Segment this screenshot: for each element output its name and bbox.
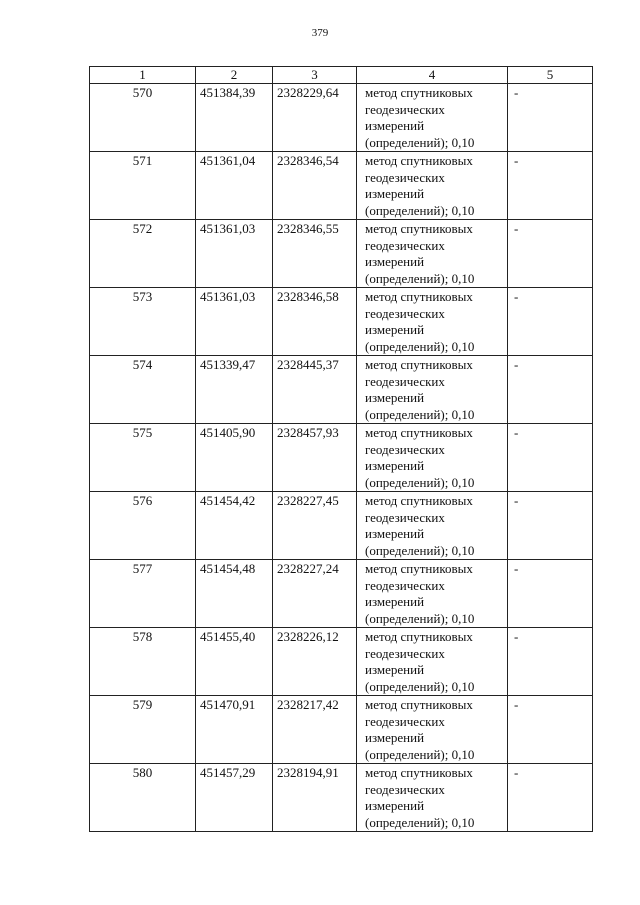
- method-line: геодезических: [365, 101, 445, 117]
- method-cell: [357, 560, 508, 628]
- method-line: измерений: [365, 662, 425, 677]
- method-line: метод спутниковых: [365, 153, 473, 168]
- method-line: метод спутниковых: [365, 289, 473, 304]
- method-line: метод спутниковых: [365, 629, 473, 644]
- note-cell: -: [508, 696, 593, 764]
- method-line: метод спутниковых: [365, 561, 473, 576]
- table-row: [90, 424, 593, 492]
- method-line: (определений); 0,10: [365, 610, 475, 626]
- method-cell: [357, 424, 508, 492]
- method-line: измерений: [365, 186, 425, 201]
- method-line: (определений); 0,10: [365, 814, 475, 830]
- coord-y-cell: 2328229,64: [273, 84, 357, 152]
- method-cell: [357, 356, 508, 424]
- method-line: метод спутниковых: [365, 697, 473, 712]
- coord-y-cell: 2328346,55: [273, 220, 357, 288]
- method-line: (определений); 0,10: [365, 270, 475, 286]
- method-line: (определений); 0,10: [365, 134, 475, 150]
- method-line: (определений); 0,10: [365, 338, 475, 354]
- page-number: 379: [311, 27, 329, 39]
- table-header-row: [90, 67, 593, 84]
- coord-y-cell: 2328457,93: [273, 424, 357, 492]
- point-number-cell: 576: [90, 492, 196, 560]
- method-line: метод спутниковых: [365, 765, 473, 780]
- method-line: метод спутниковых: [365, 221, 473, 236]
- coord-x-cell: 451470,91: [196, 696, 273, 764]
- point-number-cell: 577: [90, 560, 196, 628]
- point-number-cell: 573: [90, 288, 196, 356]
- method-line: измерений: [365, 390, 425, 405]
- point-number-cell: 571: [90, 152, 196, 220]
- coord-x-cell: 451339,47: [196, 356, 273, 424]
- coord-x-cell: 451405,90: [196, 424, 273, 492]
- method-line: геодезических: [365, 441, 445, 457]
- method-line: метод спутниковых: [365, 493, 473, 508]
- coord-y-cell: 2328445,37: [273, 356, 357, 424]
- method-line: измерений: [365, 730, 425, 745]
- header-col-3: 3: [273, 67, 357, 84]
- point-number-cell: 574: [90, 356, 196, 424]
- point-number-cell: 572: [90, 220, 196, 288]
- method-line: измерений: [365, 322, 425, 337]
- method-line: геодезических: [365, 169, 445, 185]
- coord-y-cell: 2328227,24: [273, 560, 357, 628]
- note-cell: -: [508, 492, 593, 560]
- method-line: геодезических: [365, 237, 445, 253]
- note-cell: -: [508, 628, 593, 696]
- table-row: [90, 84, 593, 152]
- table-row: [90, 356, 593, 424]
- method-cell: [357, 288, 508, 356]
- point-number-cell: 580: [90, 764, 196, 832]
- method-line: (определений); 0,10: [365, 542, 475, 558]
- method-line: геодезических: [365, 645, 445, 661]
- method-line: метод спутниковых: [365, 85, 473, 100]
- method-line: (определений); 0,10: [365, 678, 475, 694]
- table-row: [90, 764, 593, 832]
- note-cell: -: [508, 152, 593, 220]
- header-col-1: 1: [90, 67, 196, 84]
- header-col-2: 2: [196, 67, 273, 84]
- method-line: геодезических: [365, 577, 445, 593]
- coord-y-cell: 2328227,45: [273, 492, 357, 560]
- coordinates-table: [89, 66, 593, 832]
- method-cell: [357, 84, 508, 152]
- method-line: (определений); 0,10: [365, 746, 475, 762]
- note-cell: -: [508, 764, 593, 832]
- table-row: [90, 560, 593, 628]
- method-line: геодезических: [365, 713, 445, 729]
- method-line: метод спутниковых: [365, 357, 473, 372]
- method-line: геодезических: [365, 509, 445, 525]
- table-row: [90, 492, 593, 560]
- coord-x-cell: 451384,39: [196, 84, 273, 152]
- method-line: геодезических: [365, 781, 445, 797]
- method-cell: [357, 492, 508, 560]
- method-line: (определений); 0,10: [365, 202, 475, 218]
- table-row: [90, 696, 593, 764]
- method-line: измерений: [365, 526, 425, 541]
- coord-y-cell: 2328194,91: [273, 764, 357, 832]
- method-line: измерений: [365, 458, 425, 473]
- method-line: измерений: [365, 254, 425, 269]
- method-line: геодезических: [365, 305, 445, 321]
- note-cell: -: [508, 356, 593, 424]
- note-cell: -: [508, 560, 593, 628]
- coord-x-cell: 451455,40: [196, 628, 273, 696]
- coord-y-cell: 2328346,54: [273, 152, 357, 220]
- table-row: [90, 220, 593, 288]
- point-number-cell: 570: [90, 84, 196, 152]
- method-line: измерений: [365, 118, 425, 133]
- coord-x-cell: 451361,03: [196, 288, 273, 356]
- point-number-cell: 578: [90, 628, 196, 696]
- method-cell: [357, 220, 508, 288]
- point-number-cell: 579: [90, 696, 196, 764]
- method-cell: [357, 696, 508, 764]
- table-row: [90, 152, 593, 220]
- coord-y-cell: 2328346,58: [273, 288, 357, 356]
- point-number-cell: 575: [90, 424, 196, 492]
- coord-y-cell: 2328226,12: [273, 628, 357, 696]
- table-row: [90, 628, 593, 696]
- note-cell: -: [508, 220, 593, 288]
- table-body: [90, 84, 593, 832]
- header-col-4: 4: [357, 67, 508, 84]
- coord-x-cell: 451454,42: [196, 492, 273, 560]
- coord-y-cell: 2328217,42: [273, 696, 357, 764]
- note-cell: -: [508, 84, 593, 152]
- table-row: [90, 288, 593, 356]
- coord-x-cell: 451361,04: [196, 152, 273, 220]
- method-cell: [357, 152, 508, 220]
- method-line: измерений: [365, 594, 425, 609]
- method-line: метод спутниковых: [365, 425, 473, 440]
- method-line: (определений); 0,10: [365, 406, 475, 422]
- note-cell: -: [508, 424, 593, 492]
- method-line: измерений: [365, 798, 425, 813]
- coord-x-cell: 451361,03: [196, 220, 273, 288]
- method-cell: [357, 764, 508, 832]
- coord-x-cell: 451457,29: [196, 764, 273, 832]
- note-cell: -: [508, 288, 593, 356]
- method-cell: [357, 628, 508, 696]
- method-line: геодезических: [365, 373, 445, 389]
- method-line: (определений); 0,10: [365, 474, 475, 490]
- coord-x-cell: 451454,48: [196, 560, 273, 628]
- header-col-5: 5: [508, 67, 593, 84]
